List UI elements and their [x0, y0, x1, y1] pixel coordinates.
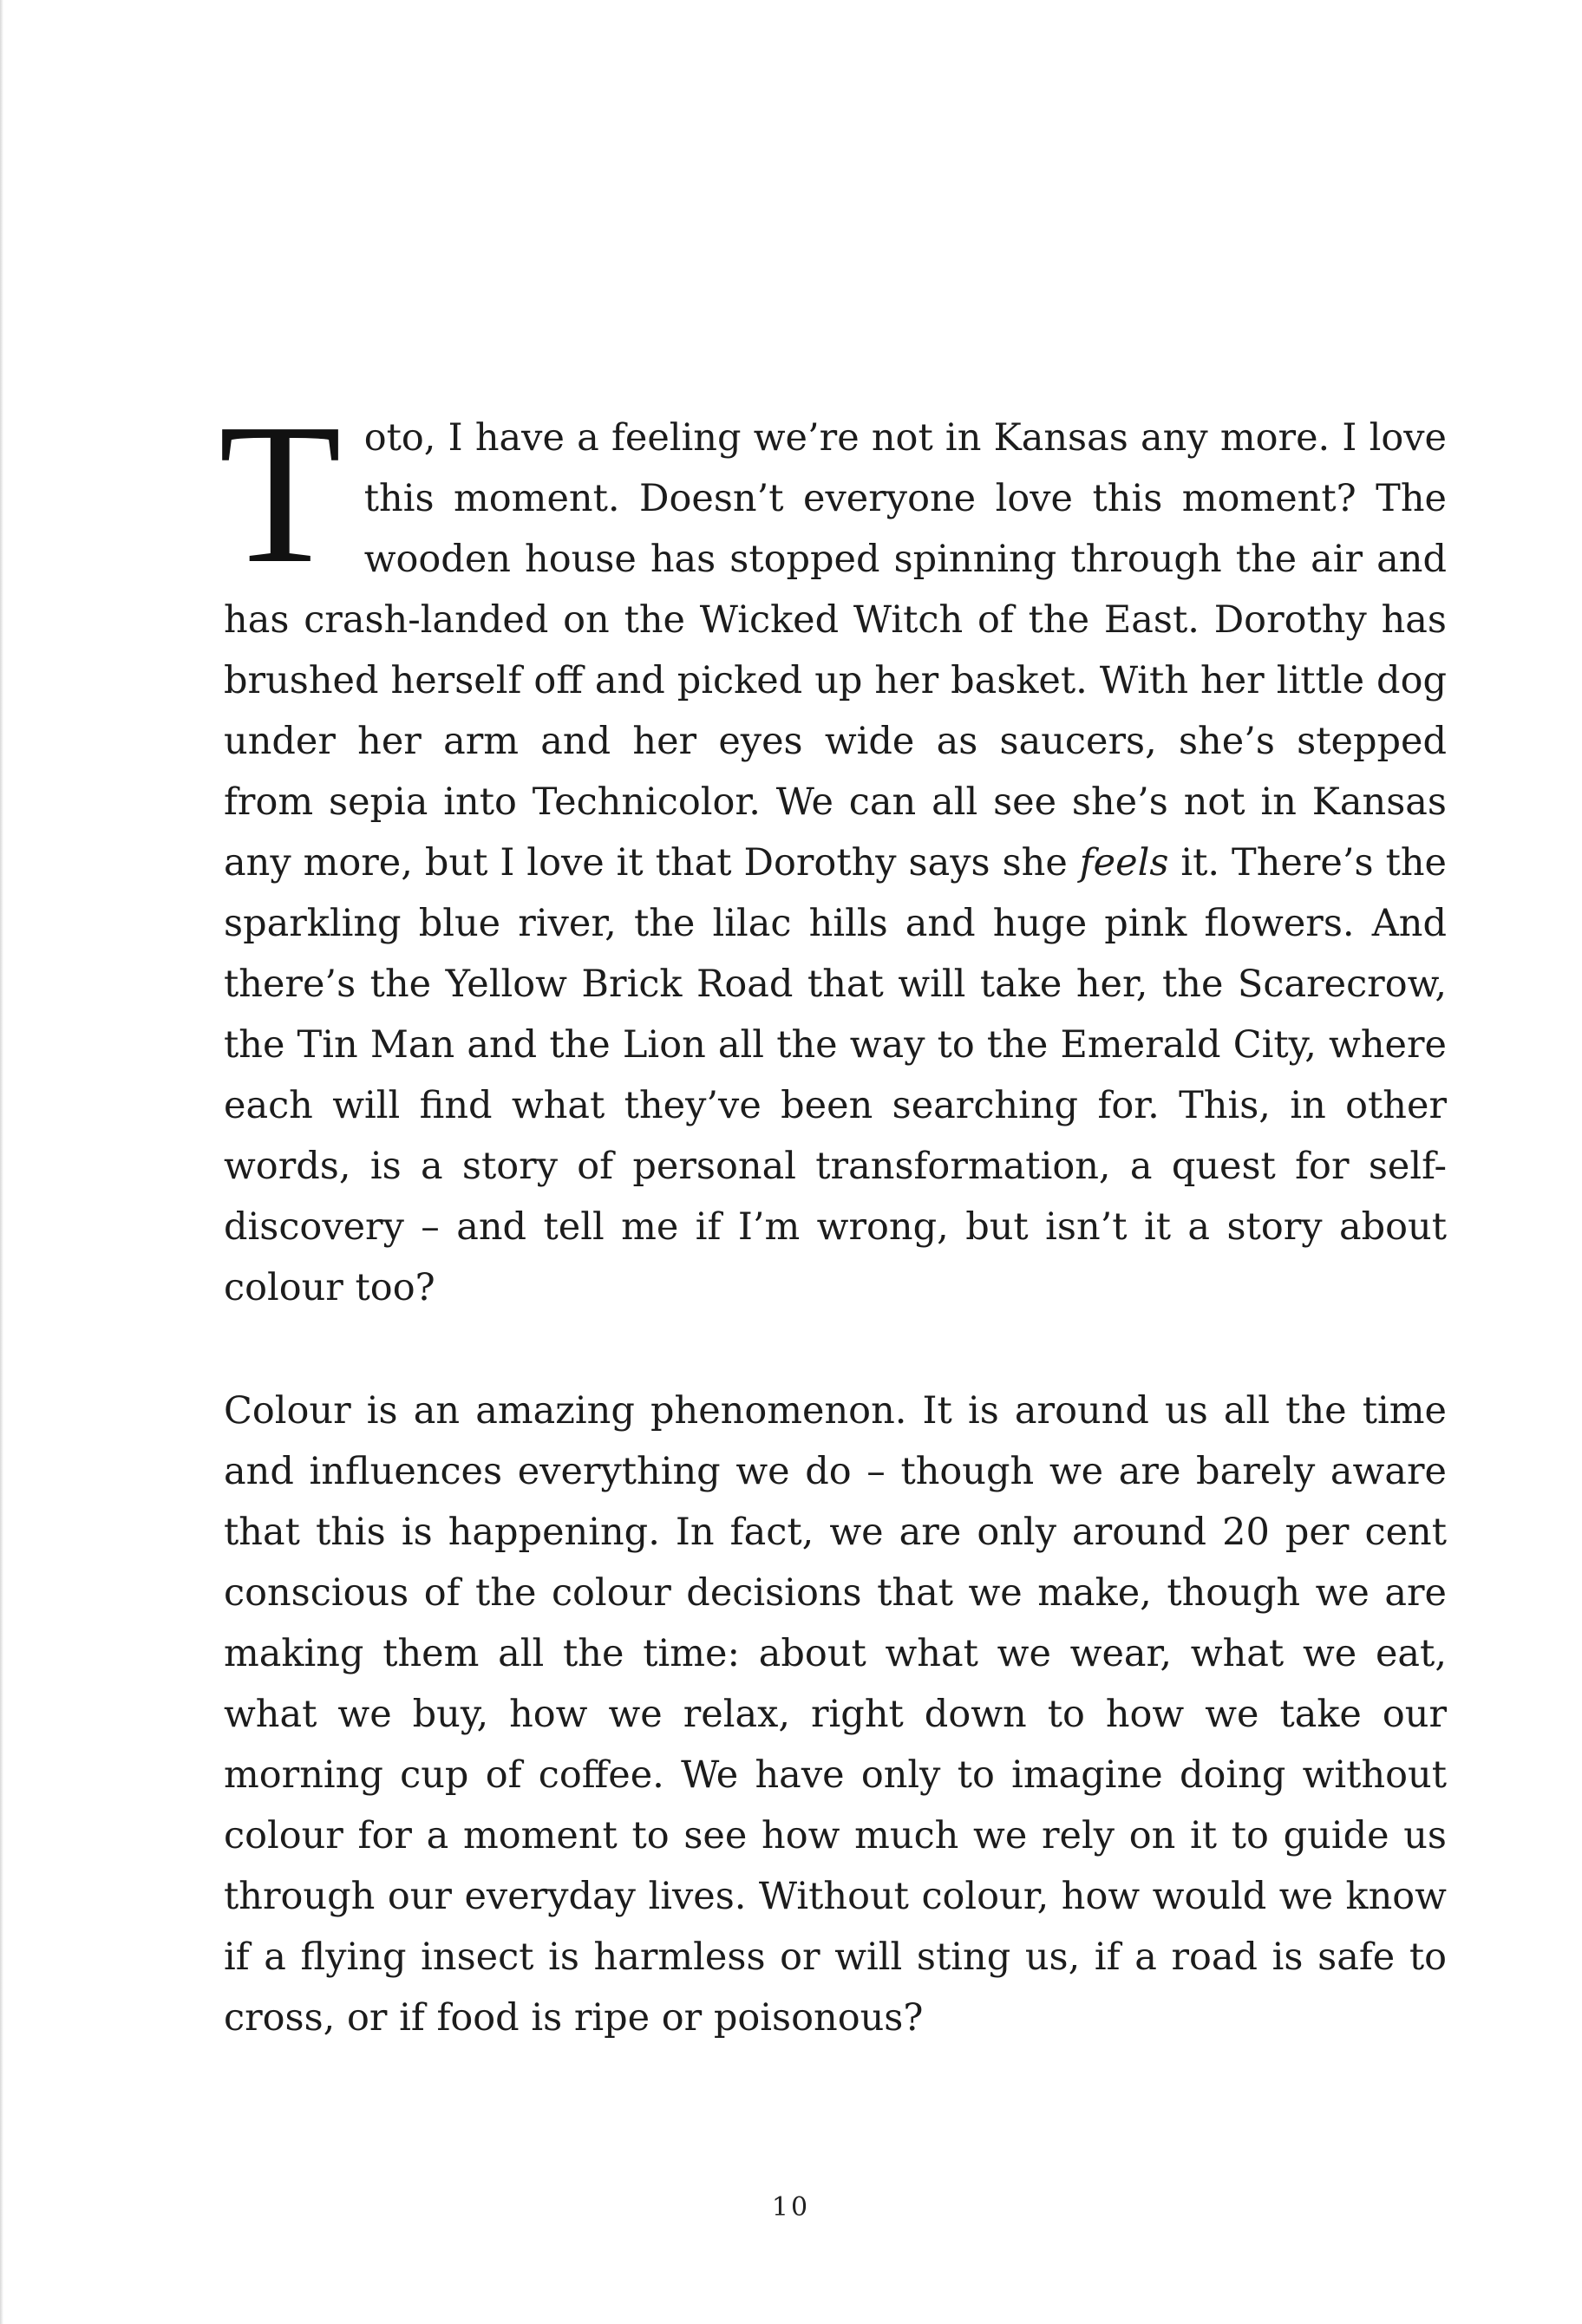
paragraph-intro [219, 382, 1447, 1318]
scan-edge-shadow [0, 0, 3, 2324]
drop-cap: T [219, 382, 342, 605]
body-text [219, 382, 1447, 2048]
intro-text-part-2: it. There’s the sparkling blue river, the lilac hills and huge pink flowers. And there’s the Yellow Brick Road that will take her, the Scarecrow, the Tin Man and the Lion all the way to the Emerald City, where each will find what they’ve been searching for. This, in other words, is a story of personal transformation, a quest for self-discovery – and tell me if I’m wrong, but isn’t it a story about colour too? [224, 841, 1447, 1309]
page-number: 10 [771, 2192, 811, 2223]
paragraph-colour: Colour is an amazing phenomenon. It is around us all the time and influences everything we do – though we are barely aware that this is happening. In fact, we are only around 20 per cent conscious of the colour decisions that we make, though we are making them all the time: about what we wear, what we eat, what we buy, how we relax, right down to how we take our morning cup of coffee. We have only to imagine doing without colour for a moment to see how much we rely on it to guide us through our everyday lives. Without colour, how would we know if a flying insect is harmless or will sting us, if a road is safe to cross, or if food is ripe or poisonous? [224, 1389, 1447, 2040]
intro-text-part-1: oto, I have a feeling we’re not in Kansas any more. I love this moment. Doesn’t everyone love this moment? The wooden house has stopped spinning through the air and has crash-landed on the Wicked Witch of the East. Dorothy has brushed herself off and picked up her basket. With her little dog under her arm and her eyes wide as saucers, she’s stepped from sepia into Technicolor. We can all see she’s not in Kansas any more, but I love it that Dorothy says she [224, 416, 1447, 885]
emphasis-feels: feels [1079, 841, 1169, 885]
